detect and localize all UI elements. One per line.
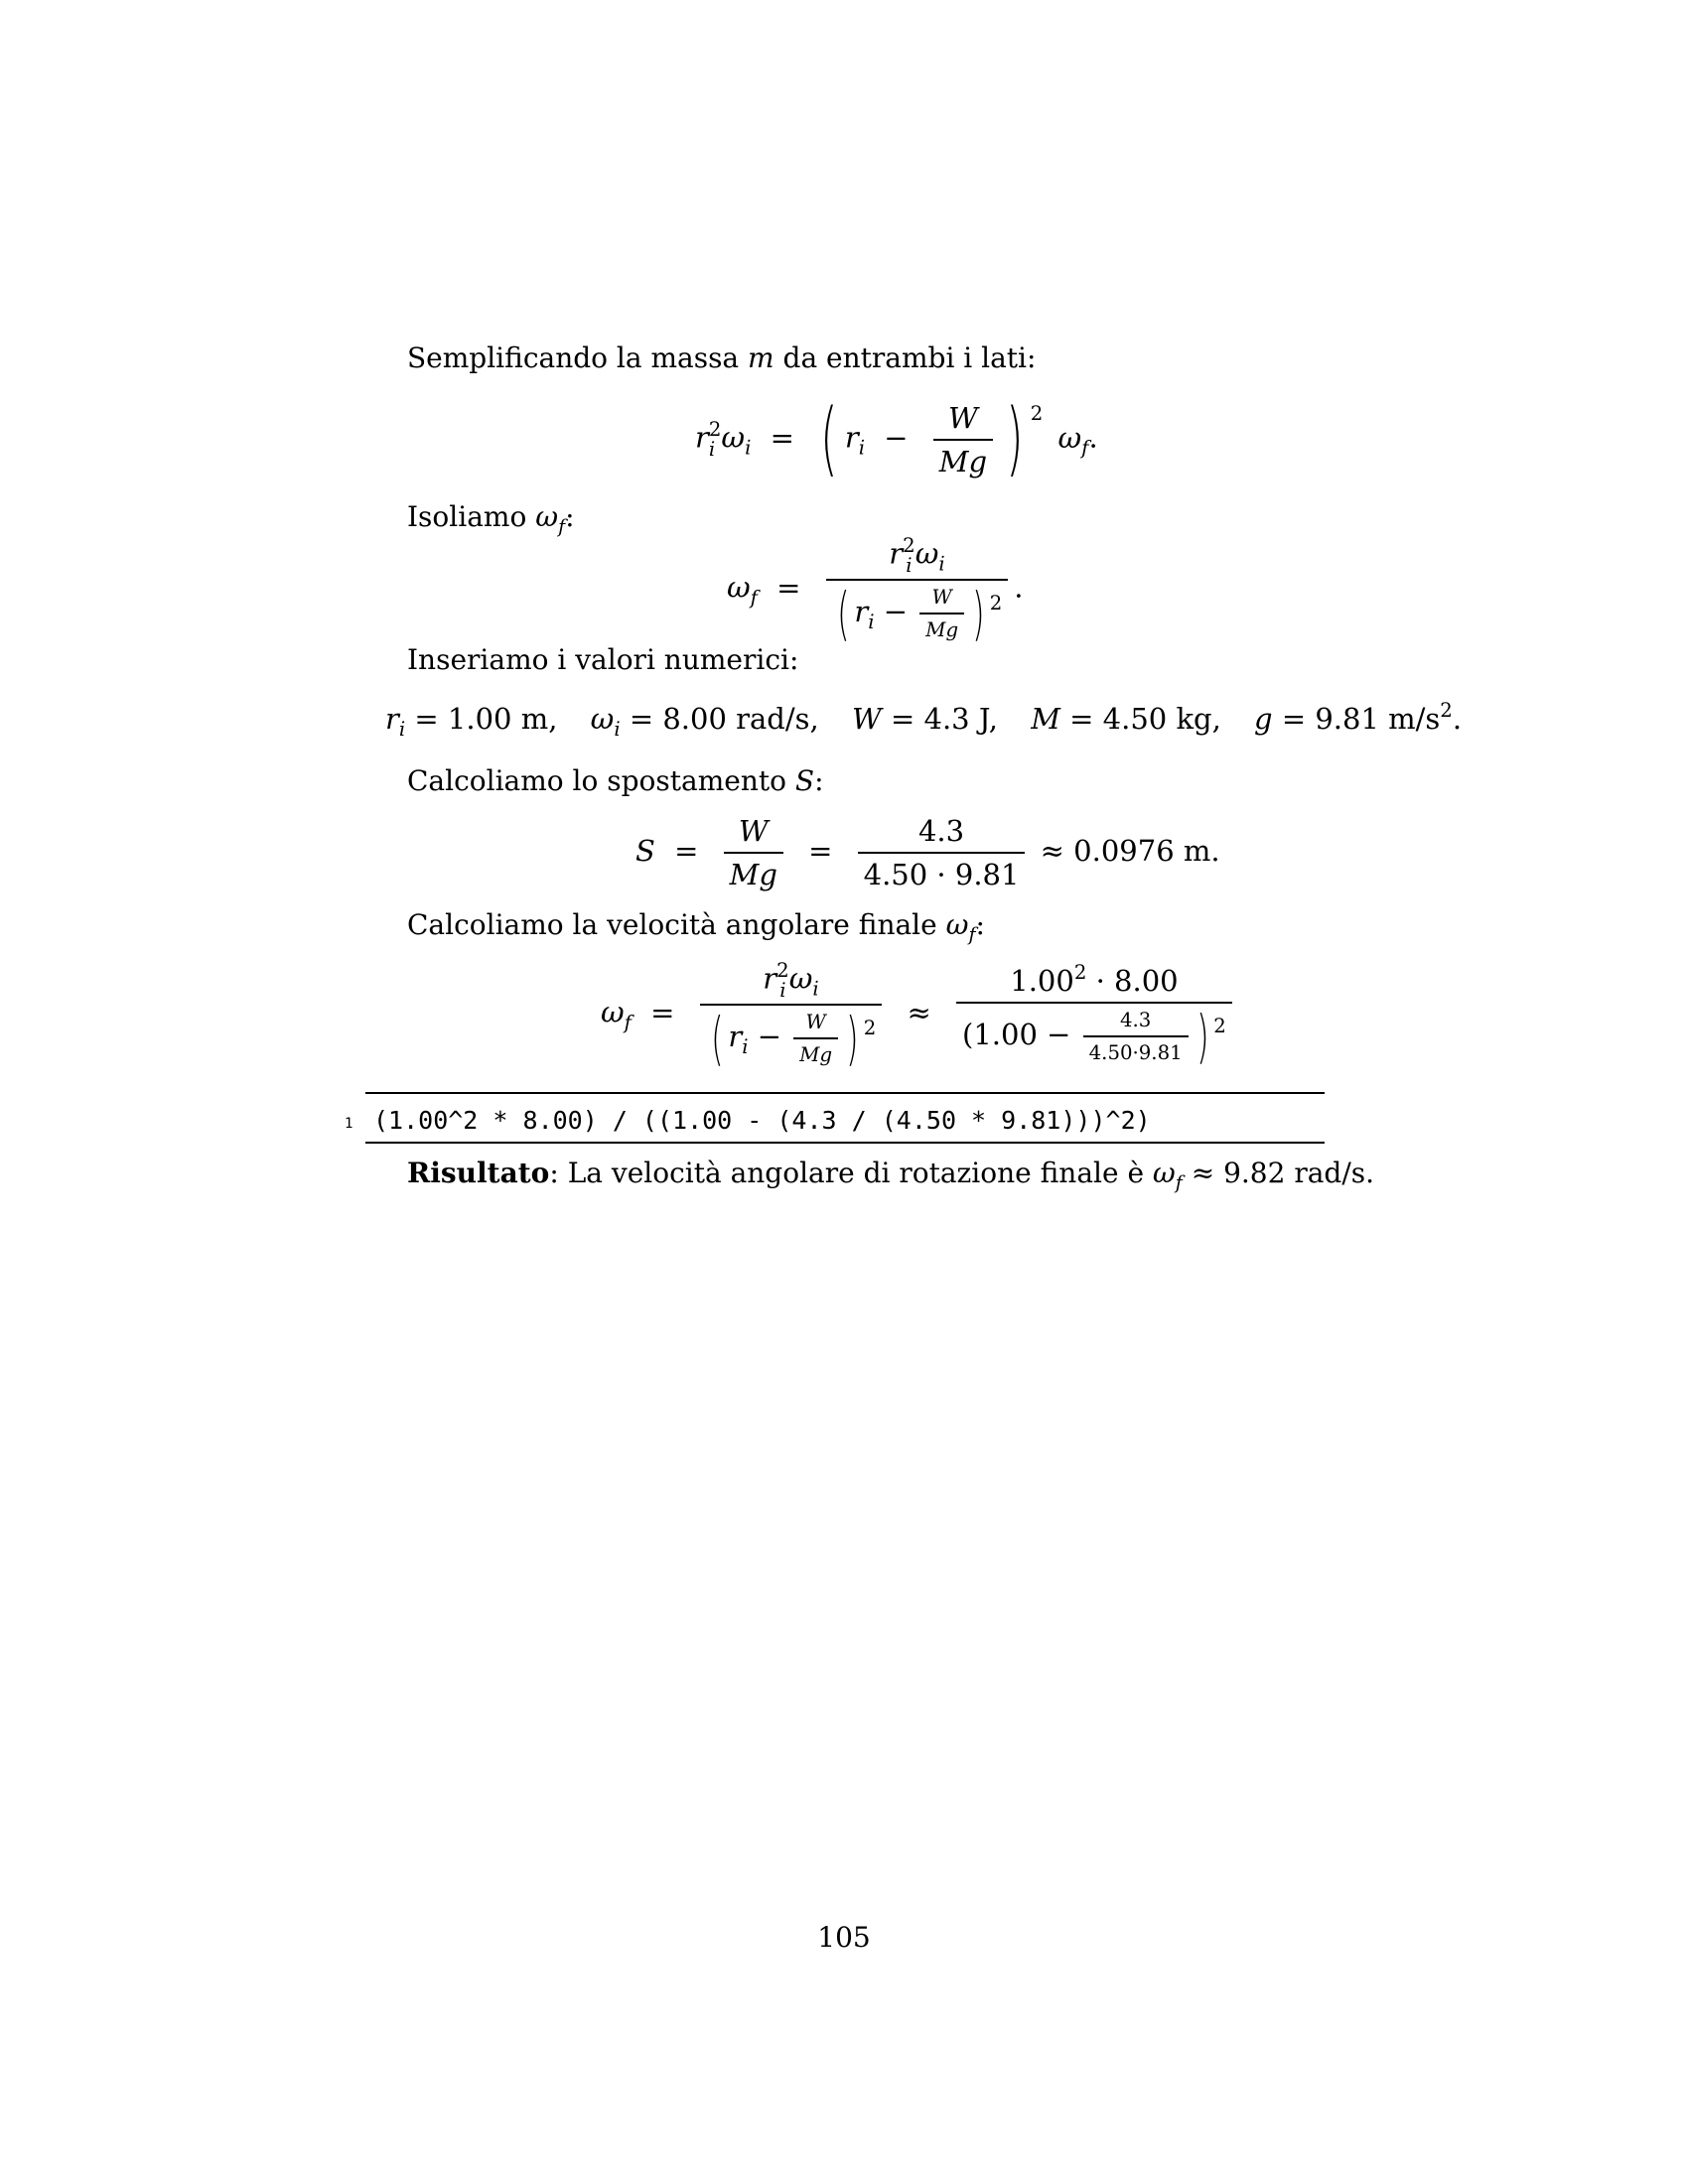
code-top-rule bbox=[365, 1092, 1325, 1094]
page-number: 105 bbox=[817, 1921, 871, 1954]
paragraph-final-velocity: Calcoliamo la velocità angolare finale $\omega_f$: bbox=[407, 908, 985, 946]
result-paragraph: Risultato: La velocità angolare di rotazione finale è $\omega_f \approx 9.82$ rad/s. bbox=[407, 1157, 1375, 1194]
equation-displacement: S = $\frac{W}{Mg}$ = $\frac{4.3}{4.50 \cdot 9.81}$ ≈ 0.0976 m. bbox=[635, 814, 1220, 891]
equation-simplified: r 2 i $\omega_i$ = ( $r_i$ − $\frac{W}{Mg}$ ) $^2$ $\omega_f$. bbox=[695, 392, 1098, 485]
paragraph-simplify: Semplificando la massa m da entrambi i lati: bbox=[407, 341, 1037, 374]
values-line: $r_i = 1.00$ m, $\omega_i = 8.00$ rad/s, W = 4.3 J, M = 4.50 kg, g = 9.81 $m/s^2$. bbox=[385, 699, 1463, 741]
equation-isolated: $\omega_f$ = r 2 i $\omega_i$ ( $r_i$ − $\frac{W}{Mg}$ ) $^2$ . bbox=[727, 534, 1024, 648]
code-bottom-rule bbox=[365, 1142, 1325, 1144]
code-line: (1.00^2 * 8.00) / ((1.00 - (4.3 / (4.50 * 9.81)))^2) bbox=[373, 1106, 1151, 1135]
paragraph-displacement: Calcoliamo lo spostamento S: bbox=[407, 764, 824, 797]
equation-final-velocity: $\omega_f$ = r 2 i $\omega_i$ ( $r_i$ − $\frac{W}{Mg}$ ) $^2$ ≈ $1.00^2 \cdot 8.00$ (1.00 − $\frac{4.3}{4.50\cdot 9.81}$ ) $^2$ bbox=[601, 961, 1238, 1067]
code-line-number: 1 bbox=[345, 1116, 353, 1132]
result-label: Risultato bbox=[407, 1157, 550, 1189]
paragraph-isolate: Isoliamo $\omega_f$: bbox=[407, 500, 575, 538]
paragraph-insert-values: Inseriamo i valori numerici: bbox=[407, 643, 799, 676]
